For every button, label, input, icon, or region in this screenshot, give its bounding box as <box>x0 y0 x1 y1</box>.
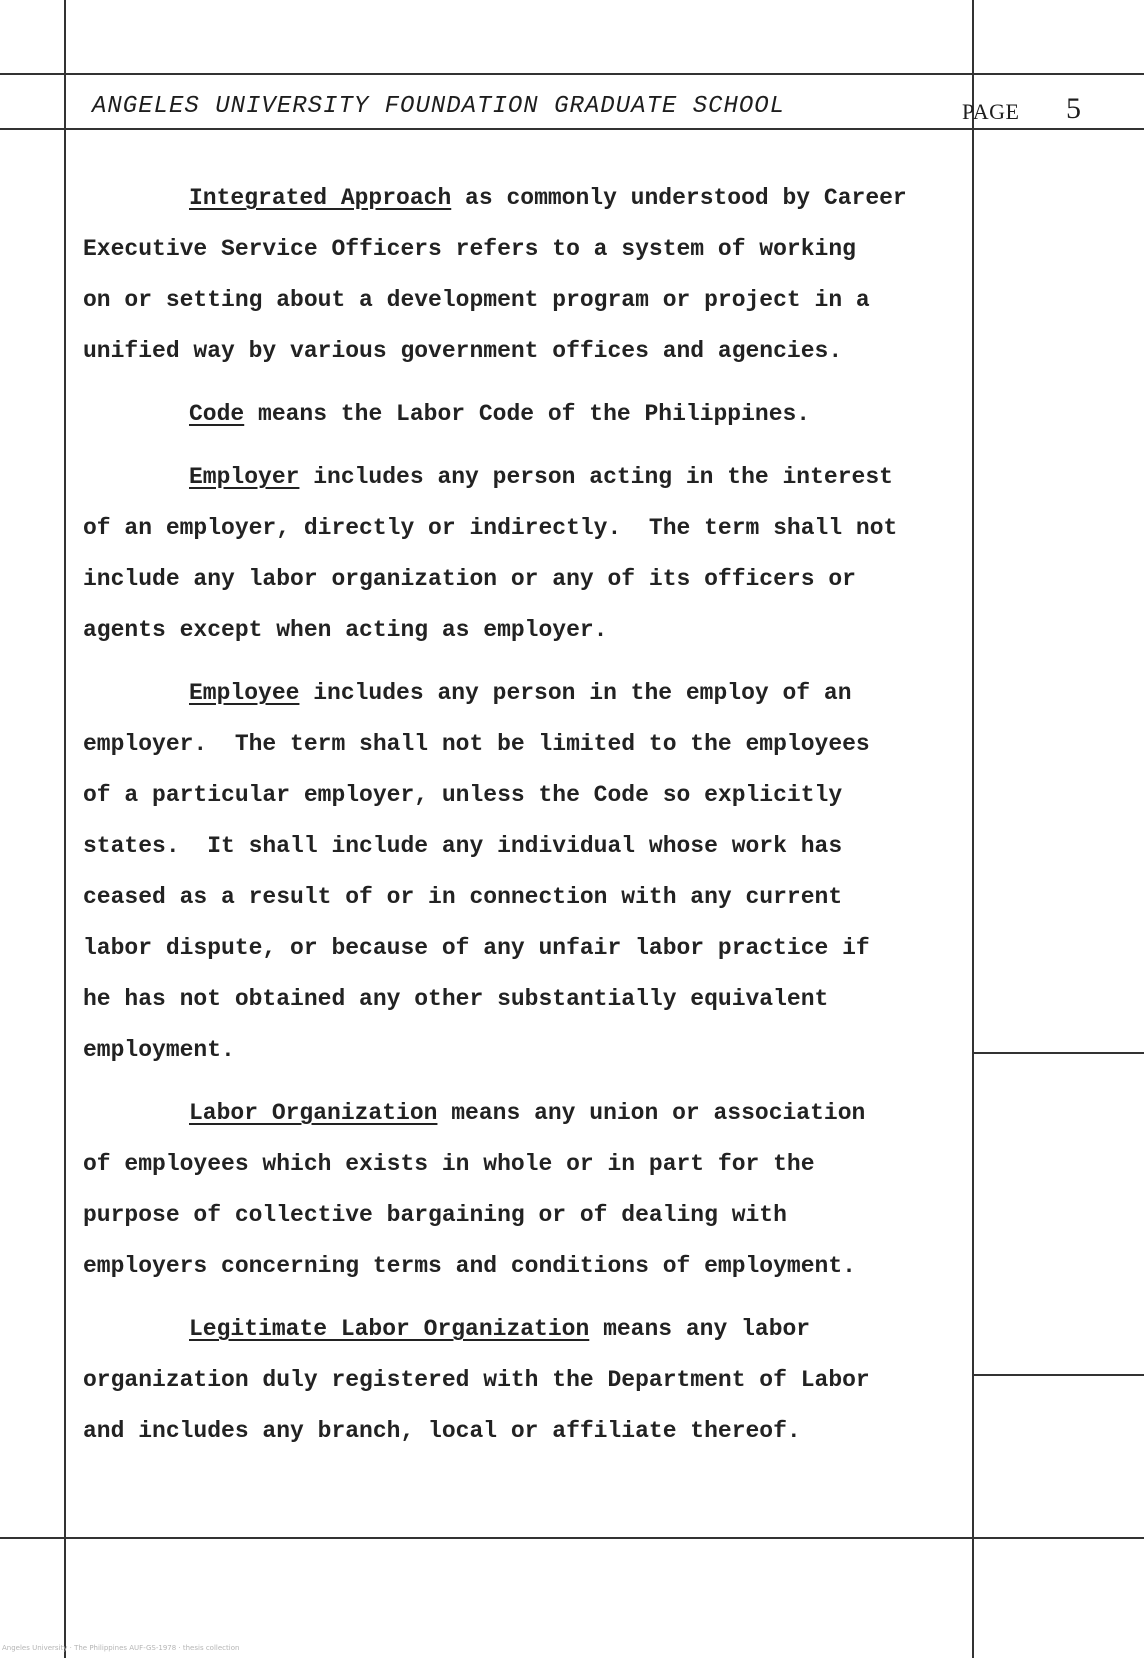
definition-text: purpose of collective bargaining or of dealing with <box>83 1202 787 1228</box>
defined-term: Employer <box>189 464 300 490</box>
definition-text: as commonly understood by Career <box>451 185 907 211</box>
defined-term: Employee <box>189 680 300 706</box>
definition-text: of an employer, directly or indirectly. The term shall not <box>83 515 898 541</box>
header-rule-bottom <box>0 128 1144 130</box>
definition-text: on or setting about a development program or project in a <box>83 287 870 313</box>
school-header: ANGELES UNIVERSITY FOUNDATION GRADUATE SCHOOL <box>92 93 786 120</box>
defined-term: Labor Organization <box>189 1100 438 1126</box>
definition-text: means the Labor Code of the Philippines. <box>244 401 811 427</box>
definition-text: organization duly registered with the Department of Labor <box>83 1367 870 1393</box>
definition-text: includes any person acting in the interest <box>299 464 893 490</box>
frame-left-line <box>64 0 66 1658</box>
definition-legitimate-labor-organization <box>83 1304 1023 1457</box>
definition-text: of a particular employer, unless the Code so explicitly <box>83 782 843 808</box>
defined-term: Legitimate Labor Organization <box>189 1316 590 1342</box>
definition-text: include any labor organization or any of its officers or <box>83 566 856 592</box>
definition-employer <box>83 452 1023 656</box>
definition-text: and includes any branch, local or affiliate thereof. <box>83 1418 801 1444</box>
footer-rule <box>0 1537 1144 1539</box>
definition-code <box>83 389 1023 440</box>
definition-text: unified way by various government offices and agencies. <box>83 338 843 364</box>
definition-text: ceased as a result of or in connection with any current <box>83 884 843 910</box>
page-number: 5 <box>1066 92 1081 125</box>
definition-text: employer. The term shall not be limited to the employees <box>83 731 870 757</box>
definition-text: employment. <box>83 1037 235 1063</box>
page-label: PAGE <box>962 99 1020 124</box>
definition-text: labor dispute, or because of any unfair labor practice if <box>83 935 870 961</box>
definition-text: of employees which exists in whole or in part for the <box>83 1151 815 1177</box>
definition-text: employers concerning terms and conditions of employment. <box>83 1253 856 1279</box>
definition-labor-organization <box>83 1088 1023 1292</box>
definition-integrated-approach <box>83 173 1023 377</box>
definition-text: means any union or association <box>437 1100 866 1126</box>
definition-employee <box>83 668 1023 1076</box>
definition-text: he has not obtained any other substantially equivalent <box>83 986 829 1012</box>
definition-text: states. It shall include any individual whose work has <box>83 833 843 859</box>
scan-footer-note: Angeles University · The Philippines AUF-GS-1978 · thesis collection <box>2 1644 240 1652</box>
defined-term: Code <box>189 401 245 427</box>
definition-text: Executive Service Officers refers to a system of working <box>83 236 856 262</box>
defined-term: Integrated Approach <box>189 185 452 211</box>
definition-text: means any labor <box>589 1316 811 1342</box>
definition-text: agents except when acting as employer. <box>83 617 608 643</box>
definition-text: includes any person in the employ of an <box>299 680 852 706</box>
header-rule-top <box>0 73 1144 75</box>
document-body <box>83 173 1023 1469</box>
